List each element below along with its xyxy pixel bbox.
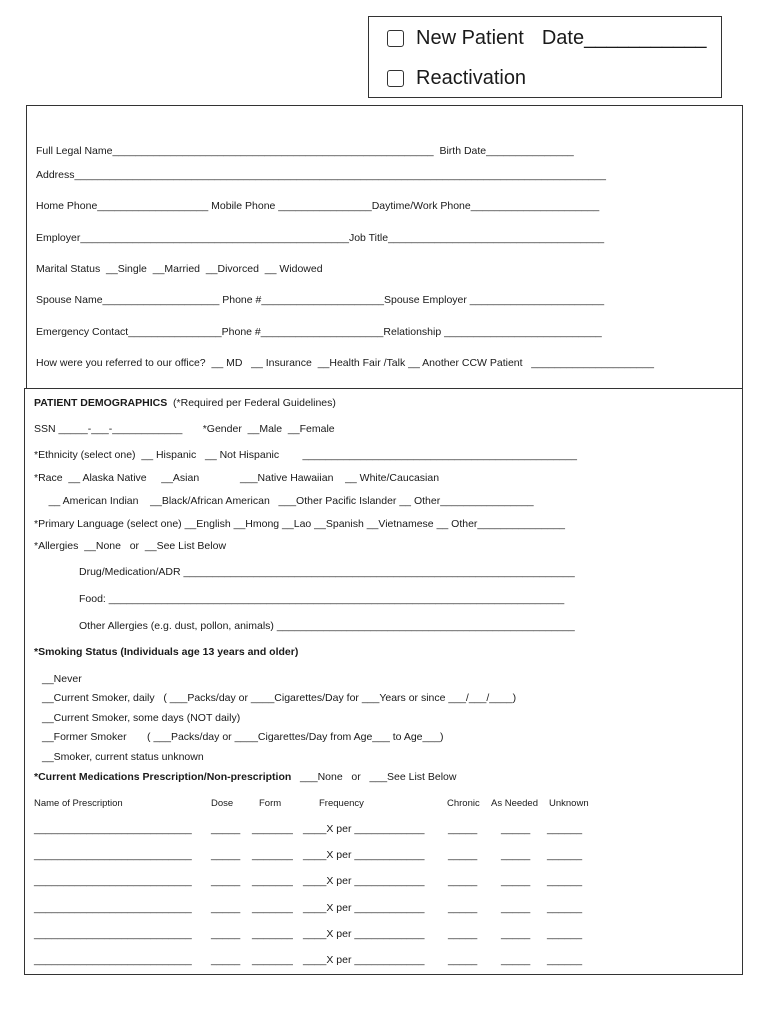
medications-heading: [34, 771, 456, 784]
medication-dose-field[interactable]: _____: [211, 954, 241, 966]
col-name-header: Name of Prescription: [34, 798, 123, 809]
other-allergy-field[interactable]: Other Allergies (e.g. dust, pollon, animals) ___________________________________________________: [79, 620, 575, 632]
medication-frequency-field[interactable]: ____X per ____________: [303, 875, 425, 887]
date-field[interactable]: Date___________: [541, 27, 707, 49]
drug-allergy-field[interactable]: Drug/Medication/ADR ___________________________________________________________________: [79, 566, 575, 578]
new-patient-checkbox[interactable]: [387, 30, 404, 47]
medication-unknown-field[interactable]: ______: [547, 823, 583, 835]
smoking-some-days-option[interactable]: __Current Smoker, some days (NOT daily): [42, 712, 241, 724]
patient-status-box: [368, 16, 722, 98]
medication-form-field[interactable]: _______: [252, 823, 293, 835]
medication-frequency-field[interactable]: ____X per ____________: [303, 823, 425, 835]
medication-frequency-field[interactable]: ____X per ____________: [303, 954, 425, 966]
medication-name-field[interactable]: ___________________________: [34, 823, 192, 835]
emergency-contact-field[interactable]: Emergency Contact________________Phone #_____________________Relationship ___________________________: [36, 326, 602, 338]
medication-dose-field[interactable]: _____: [211, 875, 241, 887]
medications-options[interactable]: ___None or ___See List Below: [291, 771, 457, 783]
medication-as-needed-field[interactable]: _____: [501, 954, 531, 966]
medication-form-field[interactable]: _______: [252, 849, 293, 861]
medication-name-field[interactable]: ___________________________: [34, 849, 192, 861]
marital-status-field[interactable]: Marital Status __Single __Married __Divorced __ Widowed: [36, 263, 323, 275]
medication-as-needed-field[interactable]: _____: [501, 928, 531, 940]
allergies-field[interactable]: *Allergies __None or __See List Below: [34, 540, 227, 552]
employer-field[interactable]: Employer______________________________________________Job Title_____________________________________: [36, 232, 605, 244]
medication-as-needed-field[interactable]: _____: [501, 875, 531, 887]
smoking-former-option[interactable]: __Former Smoker ( ___Packs/day or ____Cigarettes/Day from Age___ to Age___): [42, 731, 444, 743]
medication-chronic-field[interactable]: _____: [448, 875, 478, 887]
smoking-heading: *Smoking Status (Individuals age 13 years and older): [34, 646, 299, 658]
col-unknown-header: Unknown: [549, 798, 589, 809]
medication-dose-field[interactable]: _____: [211, 928, 241, 940]
medication-as-needed-field[interactable]: _____: [501, 902, 531, 914]
medication-frequency-field[interactable]: ____X per ____________: [303, 902, 425, 914]
medication-as-needed-field[interactable]: _____: [501, 849, 531, 861]
demographics-heading: [34, 397, 336, 410]
medication-chronic-field[interactable]: _____: [448, 823, 478, 835]
spouse-field[interactable]: Spouse Name____________________ Phone #_____________________Spouse Employer _______________________: [36, 294, 605, 306]
medication-chronic-field[interactable]: _____: [448, 954, 478, 966]
smoking-never-option[interactable]: __Never: [42, 673, 82, 685]
medication-chronic-field[interactable]: _____: [448, 902, 478, 914]
medication-chronic-field[interactable]: _____: [448, 928, 478, 940]
reactivation-checkbox[interactable]: [387, 70, 404, 87]
col-form-header: Form: [259, 798, 282, 809]
medication-unknown-field[interactable]: ______: [547, 849, 583, 861]
address-field[interactable]: Address___________________________________________________________________________________________: [36, 169, 606, 181]
smoking-unknown-option[interactable]: __Smoker, current status unknown: [42, 751, 204, 763]
medication-form-field[interactable]: _______: [252, 902, 293, 914]
col-frequency-header: Frequency: [319, 798, 364, 809]
medication-frequency-field[interactable]: ____X per ____________: [303, 849, 425, 861]
demographics-title: PATIENT DEMOGRAPHICS: [34, 397, 168, 409]
reactivation-label: Reactivation: [416, 67, 527, 89]
medication-dose-field[interactable]: _____: [211, 902, 241, 914]
reactivation-row: [387, 67, 526, 90]
new-patient-label: New Patient: [416, 27, 524, 49]
medication-dose-field[interactable]: _____: [211, 823, 241, 835]
race-field-2[interactable]: __ American Indian __Black/African American ___Other Pacific Islander __ Other________________: [34, 495, 534, 507]
medication-form-field[interactable]: _______: [252, 954, 293, 966]
smoking-current-daily-option[interactable]: __Current Smoker, daily ( ___Packs/day or ____Cigarettes/Day for ___Years or since ___/___/____): [42, 692, 517, 704]
medication-name-field[interactable]: ___________________________: [34, 875, 192, 887]
medication-form-field[interactable]: _______: [252, 875, 293, 887]
language-field[interactable]: *Primary Language (select one) __English __Hmong __Lao __Spanish __Vietnamese __ Other_______________: [34, 518, 566, 530]
medication-unknown-field[interactable]: ______: [547, 954, 583, 966]
medication-name-field[interactable]: ___________________________: [34, 954, 192, 966]
medication-dose-field[interactable]: _____: [211, 849, 241, 861]
medications-title: *Current Medications Prescription/Non-prescription: [34, 771, 292, 783]
medication-name-field[interactable]: ___________________________: [34, 902, 192, 914]
medication-unknown-field[interactable]: ______: [547, 928, 583, 940]
medication-name-field[interactable]: ___________________________: [34, 928, 192, 940]
ssn-gender-field[interactable]: SSN _____-___-____________ *Gender __Male __Female: [34, 423, 335, 435]
medication-unknown-field[interactable]: ______: [547, 902, 583, 914]
race-field-1[interactable]: *Race __ Alaska Native __Asian ___Native Hawaiian __ White/Caucasian: [34, 472, 440, 484]
col-as-needed-header: As Needed: [491, 798, 539, 809]
demographics-note: (*Required per Federal Guidelines): [167, 397, 336, 409]
col-chronic-header: Chronic: [447, 798, 480, 809]
ethnicity-field[interactable]: *Ethnicity (select one) __ Hispanic __ Not Hispanic _______________________________________________: [34, 449, 577, 461]
medication-as-needed-field[interactable]: _____: [501, 823, 531, 835]
phone-fields[interactable]: Home Phone___________________ Mobile Phone ________________Daytime/Work Phone______________________: [36, 200, 600, 212]
medication-frequency-field[interactable]: ____X per ____________: [303, 928, 425, 940]
food-allergy-field[interactable]: Food: ______________________________________________________________________________: [79, 593, 565, 605]
medication-chronic-field[interactable]: _____: [448, 849, 478, 861]
col-dose-header: Dose: [211, 798, 234, 809]
medication-unknown-field[interactable]: ______: [547, 875, 583, 887]
referral-field[interactable]: How were you referred to our office? __ MD __ Insurance __Health Fair /Talk __ Another CCW Patient _____________________: [36, 357, 654, 369]
full-name-field[interactable]: Full Legal Name_______________________________________________________ Birth Date_______________: [36, 145, 574, 157]
medication-form-field[interactable]: _______: [252, 928, 293, 940]
new-patient-row: [387, 27, 706, 50]
